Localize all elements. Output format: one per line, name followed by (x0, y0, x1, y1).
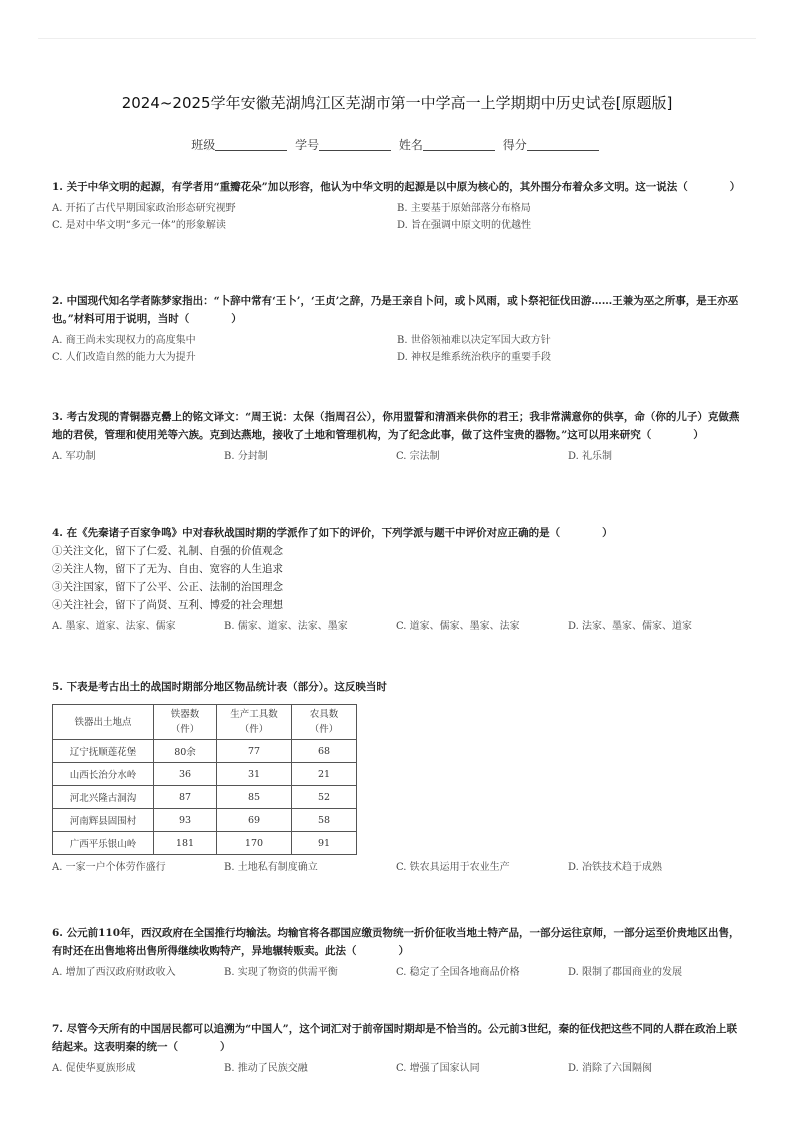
top-rule (38, 38, 756, 39)
table-row (53, 740, 357, 763)
table-row (53, 763, 357, 786)
question-stem: 3. 考古发现的青铜器克罍上的铭文译文：“周王说：太保（指周召公），你用盟誓和清酒来供你的君王；我非常满意你的供享，命（你的儿子）克做燕地的君侯，管理和使用羌等六族。克到达燕地，接收了土地和管理机构，为了纪念此事，做了这件宝贵的器物。”这可以用来研究（ ） (52, 411, 740, 441)
question-5 (52, 678, 742, 876)
option-c[interactable]: C. 是对中华文明“多元一体”的形象解读 (52, 220, 226, 231)
option-a[interactable]: A. 商王尚未实现权力的高度集中 (52, 335, 196, 346)
option-a[interactable]: A. 开拓了古代早期国家政治形态研究视野 (52, 203, 236, 214)
number-label: 学号 (295, 138, 320, 152)
option-d[interactable]: D. 神权是维系统治秩序的重要手段 (397, 352, 552, 363)
table-cell: 河南辉县固围村 (53, 809, 154, 832)
statement-list (52, 542, 742, 614)
table-row (53, 786, 357, 809)
column-header: 铁器数（件） (154, 705, 217, 740)
table-cell: 山西长治分水岭 (53, 763, 154, 786)
option-b[interactable]: B. 推动了民族交融 (224, 1063, 308, 1074)
options (52, 1060, 742, 1077)
option-b[interactable]: B. 儒家、道家、法家、墨家 (224, 621, 348, 632)
score-label: 得分 (502, 138, 527, 152)
statement-3: ③关注国家，留下了公平、公正、法制的治国理念 (52, 581, 283, 593)
info-line (0, 136, 794, 153)
question-6 (52, 924, 742, 981)
table-cell: 80余 (154, 740, 217, 763)
option-c[interactable]: C. 稳定了全国各地商品价格 (396, 967, 520, 978)
option-a[interactable]: A. 墨家、道家、法家、儒家 (52, 621, 176, 632)
question-stem: 4. 在《先秦诸子百家争鸣》中对春秋战国时期的学派作了如下的评价，下列学派与题干中评价对应正确的是（ ） (52, 527, 613, 539)
column-header: 农具数（件） (292, 705, 357, 740)
question-4 (52, 524, 742, 635)
table-cell: 68 (292, 740, 357, 763)
question-7 (52, 1020, 742, 1077)
table-cell: 181 (154, 832, 217, 855)
option-d[interactable]: D. 冶铁技术趋于成熟 (568, 862, 663, 873)
table-cell: 河北兴隆古洞沟 (53, 786, 154, 809)
option-a[interactable]: A. 促使华夏族形成 (52, 1063, 136, 1074)
option-c[interactable]: C. 宗法制 (396, 451, 440, 462)
table-cell: 69 (217, 809, 292, 832)
option-a[interactable]: A. 增加了西汉政府财政收入 (52, 967, 176, 978)
option-a[interactable]: A. 一家一户个体劳作盛行 (52, 862, 166, 873)
options (52, 200, 742, 234)
option-c[interactable]: C. 铁农具运用于农业生产 (396, 862, 510, 873)
table-cell: 93 (154, 809, 217, 832)
option-b[interactable]: B. 土地私有制度确立 (224, 862, 318, 873)
name-label: 姓名 (398, 138, 423, 152)
class-blank (215, 138, 287, 151)
option-d[interactable]: D. 法家、墨家、儒家、道家 (568, 621, 693, 632)
option-b[interactable]: B. 分封制 (224, 451, 268, 462)
class-label: 班级 (191, 138, 216, 152)
option-b[interactable]: B. 世俗领袖难以决定军国大政方针 (397, 335, 551, 346)
question-3 (52, 408, 742, 465)
table-cell: 87 (154, 786, 217, 809)
table-cell: 31 (217, 763, 292, 786)
table-cell: 辽宁抚顺莲花堡 (53, 740, 154, 763)
option-c[interactable]: C. 道家、儒家、墨家、法家 (396, 621, 520, 632)
option-a[interactable]: A. 军功制 (52, 451, 96, 462)
table-header-row (53, 705, 357, 740)
column-header: 生产工具数（件） (217, 705, 292, 740)
options (52, 332, 742, 366)
option-d[interactable]: D. 限制了郡国商业的发展 (568, 967, 683, 978)
options (52, 859, 742, 876)
name-blank (423, 138, 495, 151)
options (52, 964, 742, 981)
question-stem: 7. 尽管今天所有的中国居民都可以追溯为“中国人”，这个词汇对于前帝国时期却是不恰当的。公元前3世纪，秦的征伐把这些不同的人群在政治上联结起来。这表明秦的统一（ ） (52, 1023, 737, 1053)
options (52, 618, 742, 635)
table-cell: 58 (292, 809, 357, 832)
table-row (53, 832, 357, 855)
table-cell: 21 (292, 763, 357, 786)
table-cell: 85 (217, 786, 292, 809)
option-d[interactable]: D. 礼乐制 (568, 451, 613, 462)
question-1 (52, 178, 742, 234)
table-cell: 77 (217, 740, 292, 763)
option-b[interactable]: B. 实现了物资的供需平衡 (224, 967, 338, 978)
statement-2: ②关注人物，留下了无为、自由、宽容的人生追求 (52, 563, 283, 575)
question-stem: 6. 公元前110年，西汉政府在全国推行均输法。均输官将各郡国应缴贡物统一折价征收当地土特产品，一部分运往京师，一部分运至价贵地区出售，有时还在出售地将出售所得继续收购特产，异地辗转贩卖。此法（ ） (52, 927, 740, 957)
page-title: 2024~2025学年安徽芜湖鸠江区芜湖市第一中学高一上学期期中历史试卷[原题版] (121, 94, 673, 112)
options (52, 448, 742, 465)
option-c[interactable]: C. 增强了国家认同 (396, 1063, 480, 1074)
table-cell: 52 (292, 786, 357, 809)
option-d[interactable]: D. 旨在强调中原文明的优越性 (397, 220, 532, 231)
question-2 (52, 292, 742, 366)
question-stem: 2. 中国现代知名学者陈梦家指出：“卜辞中常有‘王卜’，‘王贞’之辞，乃是王亲自卜问，或卜风雨，或卜祭祀征伐田游……王兼为巫之所事，是王亦巫也。”材料可用于说明，当时（ ） (52, 295, 739, 325)
option-b[interactable]: B. 主要基于原始部落分布格局 (397, 203, 531, 214)
table-cell: 广西平乐银山岭 (53, 832, 154, 855)
table-cell: 91 (292, 832, 357, 855)
option-d[interactable]: D. 消除了六国隔阂 (568, 1063, 653, 1074)
number-blank (319, 138, 391, 151)
question-stem: 1. 关于中华文明的起源，有学者用“重瓣花朵”加以形容，他认为中华文明的起源是以中原为核心的，其外围分布着众多文明。这一说法（ ） (52, 181, 741, 193)
artifact-table (52, 704, 357, 855)
table-cell: 36 (154, 763, 217, 786)
table-cell: 170 (217, 832, 292, 855)
score-blank (527, 138, 599, 151)
table-row (53, 809, 357, 832)
statement-4: ④关注社会，留下了尚贤、互利、博爱的社会理想 (52, 599, 283, 611)
option-c[interactable]: C. 人们改造自然的能力大为提升 (52, 352, 196, 363)
question-stem: 5. 下表是考古出土的战国时期部分地区物品统计表（部分）。这反映当时 (52, 681, 387, 693)
column-header: 铁器出土地点 (53, 705, 154, 740)
statement-1: ①关注文化，留下了仁爱、礼制、自强的价值观念 (52, 545, 283, 557)
